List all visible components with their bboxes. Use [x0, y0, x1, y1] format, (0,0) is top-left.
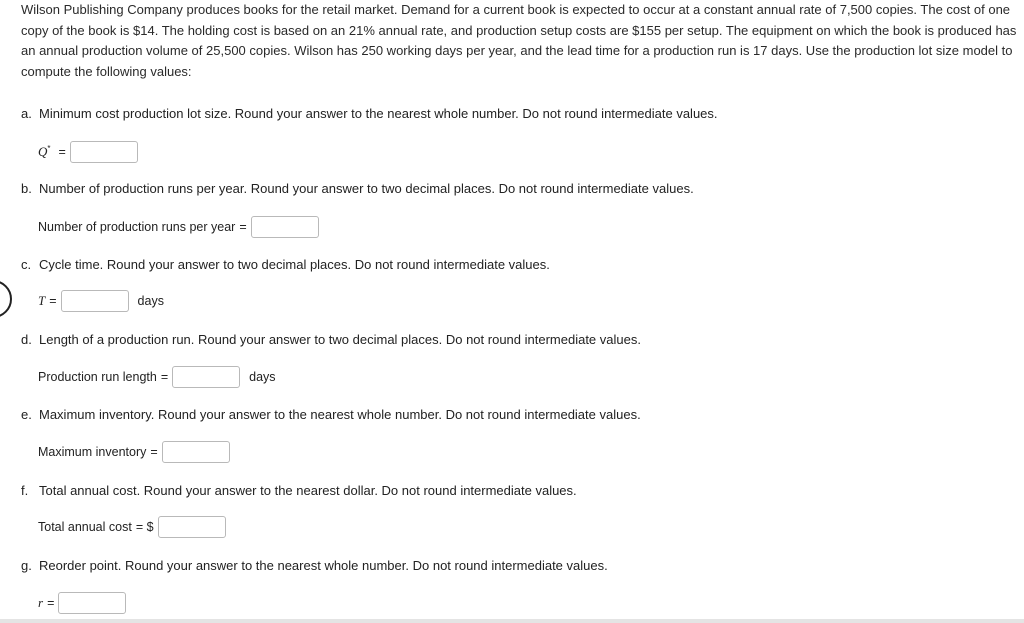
answer-row-e — [38, 441, 230, 463]
answer-row-f — [38, 516, 226, 538]
equals-sign: = — [47, 596, 55, 610]
question-e — [21, 407, 641, 422]
question-b — [21, 181, 694, 196]
lot-size-input[interactable] — [70, 141, 138, 163]
question-letter: b. — [21, 181, 32, 196]
answer-label: Maximum inventory — [38, 445, 147, 459]
question-letter: e. — [21, 407, 32, 422]
answer-label: Number of production runs per year — [38, 220, 236, 234]
total-annual-cost-input[interactable] — [158, 516, 226, 538]
answer-row-c — [38, 290, 164, 312]
unit-label: days — [137, 294, 164, 308]
question-d — [21, 332, 641, 347]
question-letter: c. — [21, 257, 32, 272]
equals-sign: = — [150, 445, 158, 459]
production-run-length-input[interactable] — [172, 366, 240, 388]
maximum-inventory-input[interactable] — [162, 441, 230, 463]
question-f — [21, 483, 577, 498]
bottom-divider — [0, 619, 1024, 623]
equals-sign: = — [49, 294, 57, 308]
reorder-point-input[interactable] — [58, 592, 126, 614]
question-letter: d. — [21, 332, 32, 347]
question-c — [21, 257, 550, 272]
equals-sign: = — [239, 220, 247, 234]
question-g — [21, 558, 608, 573]
answer-label: Production run length — [38, 370, 157, 384]
answer-row-b — [38, 216, 319, 238]
question-text: Reorder point. Round your answer to the nearest whole number. Do not round intermediate values. — [39, 558, 608, 573]
equals-dollar-sign: = $ — [135, 520, 154, 534]
answer-row-d — [38, 366, 276, 388]
equals-sign: = — [160, 370, 169, 384]
question-letter: a. — [21, 106, 32, 121]
question-a — [21, 106, 718, 121]
answer-row-g — [38, 592, 126, 614]
question-letter: f. — [21, 483, 29, 498]
answer-label: Q* — [38, 143, 51, 160]
question-text: Minimum cost production lot size. Round your answer to the nearest whole number. Do not round intermediate values. — [39, 106, 718, 121]
equals-sign: = — [58, 145, 66, 159]
question-text: Number of production runs per year. Round your answer to two decimal places. Do not round intermediate values. — [39, 181, 694, 196]
question-text: Length of a production run. Round your answer to two decimal places. Do not round intermediate values. — [39, 332, 641, 347]
question-letter: g. — [21, 558, 32, 573]
answer-label: T — [38, 293, 46, 308]
cycle-time-input[interactable] — [61, 290, 129, 312]
production-runs-input[interactable] — [251, 216, 319, 238]
side-scroll-indicator — [0, 280, 12, 318]
answer-row-a — [38, 141, 138, 163]
question-text: Cycle time. Round your answer to two decimal places. Do not round intermediate values. — [39, 257, 550, 272]
question-text: Maximum inventory. Round your answer to the nearest whole number. Do not round intermediate values. — [39, 407, 641, 422]
question-text: Total annual cost. Round your answer to the nearest dollar. Do not round intermediate values. — [39, 483, 577, 498]
answer-label: Total annual cost — [38, 520, 132, 534]
answer-label: r — [38, 595, 44, 610]
problem-statement: Wilson Publishing Company produces books for the retail market. Demand for a current book is expected to occur at a constant annual rate of 7,500 copies. The cost of one copy of the book is $14. The holding cost is based on an 21% annual rate, and production setup costs are $155 per setup. The equipment on which the book is produced has an annual production volume of 25,500 copies. Wilson has 250 working days per year, and the lead time for a production run is 17 days. Use the production lot size model to compute the following values: — [21, 2, 1017, 79]
unit-label: days — [249, 370, 276, 384]
